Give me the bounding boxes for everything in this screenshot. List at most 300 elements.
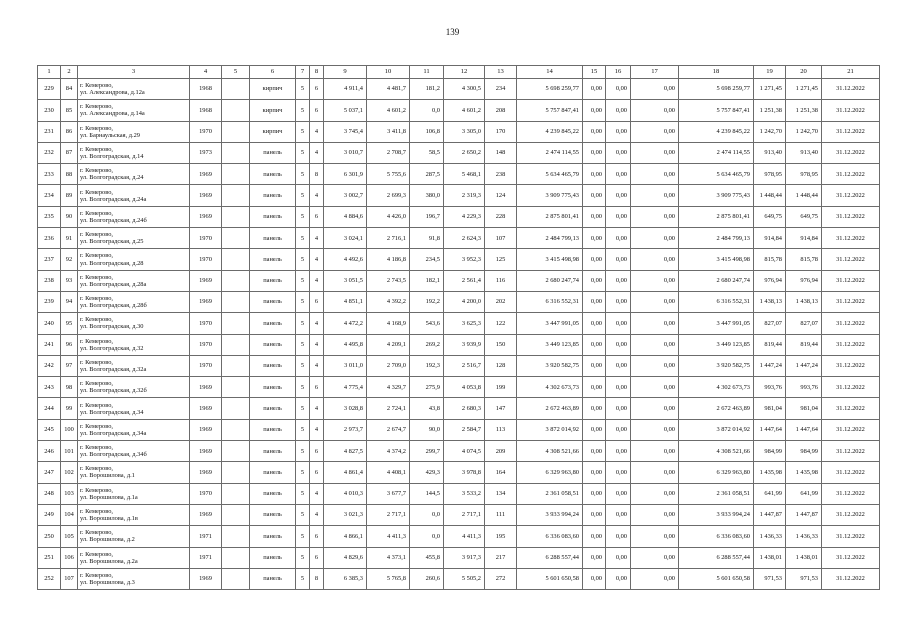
cell-c14: 6 336 083,60 <box>517 526 583 547</box>
address-street: ул. Волгоградская, д.34б <box>80 451 147 459</box>
cell-c13: 164 <box>485 462 517 483</box>
cell-c9: 3 028,8 <box>324 398 367 419</box>
table-row <box>38 249 880 270</box>
cell-c9: 2 973,7 <box>324 419 367 440</box>
cell-c21: 31.12.2022 <box>822 270 880 291</box>
cell-c9: 4 866,1 <box>324 526 367 547</box>
cell-c10: 4 209,1 <box>367 334 410 355</box>
cell-c4: 1969 <box>190 462 222 483</box>
table-header <box>38 66 880 79</box>
cell-c14: 5 601 650,58 <box>517 568 583 589</box>
address-cell <box>78 504 190 525</box>
cell-c13: 150 <box>485 334 517 355</box>
table-row <box>38 206 880 227</box>
cell-c9: 4 492,6 <box>324 249 367 270</box>
cell-c9: 4 911,4 <box>324 79 367 100</box>
column-header: 8 <box>310 66 324 79</box>
cell-c12: 4 074,5 <box>444 441 485 462</box>
cell-c4: 1970 <box>190 249 222 270</box>
cell-c8: 6 <box>310 79 324 100</box>
cell-c12: 3 625,3 <box>444 313 485 334</box>
cell-c7: 5 <box>296 100 310 121</box>
cell-c2: 89 <box>61 185 78 206</box>
address-street: ул. Барнаульская, д.29 <box>80 131 141 139</box>
column-header: 21 <box>822 66 880 79</box>
cell-c11: 380,0 <box>410 185 444 206</box>
cell-c12: 2 561,4 <box>444 270 485 291</box>
cell-c17: 0,00 <box>631 142 679 163</box>
cell-c13: 238 <box>485 164 517 185</box>
cell-c9: 3 745,4 <box>324 121 367 142</box>
cell-c5 <box>222 121 250 142</box>
address-cell <box>78 291 190 312</box>
cell-c6: панель <box>250 398 296 419</box>
cell-c17: 0,00 <box>631 100 679 121</box>
cell-c6: панель <box>250 313 296 334</box>
column-header: 6 <box>250 66 296 79</box>
cell-c21: 31.12.2022 <box>822 142 880 163</box>
table-row <box>38 100 880 121</box>
cell-c12: 2 319,3 <box>444 185 485 206</box>
cell-c7: 5 <box>296 206 310 227</box>
cell-c7: 5 <box>296 441 310 462</box>
address-street: ул. Волгоградская, д.32б <box>80 387 147 395</box>
cell-c5 <box>222 249 250 270</box>
cell-c9: 4 884,6 <box>324 206 367 227</box>
cell-c13: 147 <box>485 398 517 419</box>
cell-c18: 2 361 058,51 <box>679 483 754 504</box>
cell-c14: 2 484 799,13 <box>517 228 583 249</box>
address-cell <box>78 526 190 547</box>
cell-c5 <box>222 441 250 462</box>
address-city: г. Кемерово, <box>80 124 113 132</box>
cell-c4: 1969 <box>190 270 222 291</box>
cell-c6: панель <box>250 334 296 355</box>
column-header: 9 <box>324 66 367 79</box>
cell-c5 <box>222 164 250 185</box>
cell-c16: 0,00 <box>606 526 631 547</box>
cell-c4: 1970 <box>190 355 222 376</box>
address-city: г. Кемерово, <box>80 337 113 345</box>
column-header: 13 <box>485 66 517 79</box>
address-cell <box>78 79 190 100</box>
cell-c1: 232 <box>38 142 61 163</box>
cell-c4: 1969 <box>190 419 222 440</box>
cell-c21: 31.12.2022 <box>822 313 880 334</box>
cell-c13: 125 <box>485 249 517 270</box>
cell-c11: 196,7 <box>410 206 444 227</box>
cell-c6: кирпич <box>250 121 296 142</box>
address-cell <box>78 355 190 376</box>
cell-c10: 2 743,5 <box>367 270 410 291</box>
cell-c17: 0,00 <box>631 441 679 462</box>
cell-c12: 2 516,7 <box>444 355 485 376</box>
cell-c16: 0,00 <box>606 568 631 589</box>
cell-c21: 31.12.2022 <box>822 206 880 227</box>
cell-c17: 0,00 <box>631 270 679 291</box>
address-street: ул. Волгоградская, д.24а <box>80 195 147 203</box>
cell-c10: 4 168,9 <box>367 313 410 334</box>
cell-c17: 0,00 <box>631 483 679 504</box>
cell-c20: 1 242,70 <box>786 121 822 142</box>
cell-c12: 4 229,3 <box>444 206 485 227</box>
cell-c15: 0,00 <box>583 164 606 185</box>
address-city: г. Кемерово, <box>80 550 113 558</box>
table-row <box>38 334 880 355</box>
cell-c1: 242 <box>38 355 61 376</box>
cell-c9: 4 010,3 <box>324 483 367 504</box>
cell-c19: 976,94 <box>754 270 786 291</box>
address-street: ул. Волгоградская, д.28а <box>80 280 147 288</box>
cell-c15: 0,00 <box>583 419 606 440</box>
cell-c9: 6 301,9 <box>324 164 367 185</box>
cell-c10: 2 724,1 <box>367 398 410 419</box>
address-cell <box>78 206 190 227</box>
cell-c6: панель <box>250 206 296 227</box>
cell-c7: 5 <box>296 334 310 355</box>
cell-c6: панель <box>250 142 296 163</box>
cell-c5 <box>222 334 250 355</box>
cell-c6: панель <box>250 377 296 398</box>
cell-c14: 5 634 465,79 <box>517 164 583 185</box>
cell-c15: 0,00 <box>583 504 606 525</box>
cell-c21: 31.12.2022 <box>822 441 880 462</box>
cell-c10: 4 329,7 <box>367 377 410 398</box>
cell-c10: 2 716,1 <box>367 228 410 249</box>
cell-c1: 250 <box>38 526 61 547</box>
cell-c20: 1 435,98 <box>786 462 822 483</box>
cell-c18: 3 909 775,43 <box>679 185 754 206</box>
table-row <box>38 526 880 547</box>
address-city: г. Кемерово, <box>80 358 113 366</box>
cell-c20: 1 251,38 <box>786 100 822 121</box>
address-street: ул. Ворошилова, д.1 <box>80 472 135 480</box>
cell-c14: 2 361 058,51 <box>517 483 583 504</box>
cell-c13: 228 <box>485 206 517 227</box>
cell-c5 <box>222 398 250 419</box>
cell-c5 <box>222 291 250 312</box>
cell-c5 <box>222 377 250 398</box>
cell-c5 <box>222 355 250 376</box>
cell-c1: 246 <box>38 441 61 462</box>
cell-c14: 6 316 552,31 <box>517 291 583 312</box>
page-number: 139 <box>445 27 460 37</box>
cell-c12: 3 952,3 <box>444 249 485 270</box>
cell-c14: 6 329 963,80 <box>517 462 583 483</box>
cell-c7: 5 <box>296 504 310 525</box>
cell-c21: 31.12.2022 <box>822 100 880 121</box>
cell-c15: 0,00 <box>583 249 606 270</box>
cell-c8: 4 <box>310 249 324 270</box>
cell-c16: 0,00 <box>606 206 631 227</box>
cell-c2: 99 <box>61 398 78 419</box>
cell-c11: 192,2 <box>410 291 444 312</box>
cell-c17: 0,00 <box>631 419 679 440</box>
cell-c19: 1 447,24 <box>754 355 786 376</box>
cell-c11: 182,1 <box>410 270 444 291</box>
cell-c21: 31.12.2022 <box>822 483 880 504</box>
cell-c1: 233 <box>38 164 61 185</box>
address-city: г. Кемерово, <box>80 167 113 175</box>
cell-c15: 0,00 <box>583 313 606 334</box>
cell-c21: 31.12.2022 <box>822 355 880 376</box>
cell-c7: 5 <box>296 164 310 185</box>
cell-c18: 3 449 123,85 <box>679 334 754 355</box>
address-cell <box>78 568 190 589</box>
cell-c17: 0,00 <box>631 121 679 142</box>
cell-c19: 1 242,70 <box>754 121 786 142</box>
cell-c8: 4 <box>310 355 324 376</box>
cell-c8: 8 <box>310 568 324 589</box>
cell-c15: 0,00 <box>583 79 606 100</box>
cell-c2: 100 <box>61 419 78 440</box>
cell-c7: 5 <box>296 398 310 419</box>
cell-c19: 815,78 <box>754 249 786 270</box>
cell-c10: 3 411,8 <box>367 121 410 142</box>
column-header: 20 <box>786 66 822 79</box>
cell-c6: панель <box>250 291 296 312</box>
cell-c14: 4 239 845,22 <box>517 121 583 142</box>
cell-c16: 0,00 <box>606 121 631 142</box>
table-row <box>38 185 880 206</box>
cell-c6: панель <box>250 568 296 589</box>
column-header: 2 <box>61 66 78 79</box>
cell-c9: 4 775,4 <box>324 377 367 398</box>
cell-c17: 0,00 <box>631 547 679 568</box>
cell-c18: 5 634 465,79 <box>679 164 754 185</box>
table-row <box>38 483 880 504</box>
table-row <box>38 79 880 100</box>
cell-c21: 31.12.2022 <box>822 228 880 249</box>
table-row <box>38 228 880 249</box>
cell-c13: 128 <box>485 355 517 376</box>
cell-c14: 4 302 673,73 <box>517 377 583 398</box>
cell-c19: 641,99 <box>754 483 786 504</box>
cell-c19: 913,40 <box>754 142 786 163</box>
cell-c20: 1 447,24 <box>786 355 822 376</box>
cell-c16: 0,00 <box>606 355 631 376</box>
cell-c17: 0,00 <box>631 79 679 100</box>
cell-c19: 981,04 <box>754 398 786 419</box>
cell-c1: 251 <box>38 547 61 568</box>
cell-c10: 2 674,7 <box>367 419 410 440</box>
cell-c16: 0,00 <box>606 547 631 568</box>
cell-c9: 6 385,3 <box>324 568 367 589</box>
cell-c2: 84 <box>61 79 78 100</box>
address-city: г. Кемерово, <box>80 401 113 409</box>
cell-c19: 649,75 <box>754 206 786 227</box>
cell-c11: 106,8 <box>410 121 444 142</box>
cell-c9: 4 861,4 <box>324 462 367 483</box>
cell-c11: 192,3 <box>410 355 444 376</box>
cell-c13: 170 <box>485 121 517 142</box>
cell-c4: 1969 <box>190 291 222 312</box>
cell-c2: 86 <box>61 121 78 142</box>
address-city: г. Кемерово, <box>80 209 113 217</box>
cell-c12: 4 411,3 <box>444 526 485 547</box>
cell-c14: 3 415 498,98 <box>517 249 583 270</box>
cell-c8: 6 <box>310 100 324 121</box>
cell-c11: 90,0 <box>410 419 444 440</box>
cell-c7: 5 <box>296 355 310 376</box>
cell-c6: кирпич <box>250 79 296 100</box>
address-street: ул. Александрова, д.12а <box>80 89 145 97</box>
cell-c5 <box>222 206 250 227</box>
cell-c14: 3 447 991,05 <box>517 313 583 334</box>
cell-c7: 5 <box>296 419 310 440</box>
cell-c17: 0,00 <box>631 185 679 206</box>
address-street: ул. Волгоградская, д.34а <box>80 429 147 437</box>
cell-c8: 4 <box>310 398 324 419</box>
cell-c1: 248 <box>38 483 61 504</box>
cell-c10: 2 717,1 <box>367 504 410 525</box>
cell-c1: 234 <box>38 185 61 206</box>
address-street: ул. Волгоградская, д.28б <box>80 302 147 310</box>
cell-c10: 4 374,2 <box>367 441 410 462</box>
cell-c20: 1 271,45 <box>786 79 822 100</box>
cell-c1: 235 <box>38 206 61 227</box>
cell-c4: 1970 <box>190 228 222 249</box>
cell-c14: 3 909 775,43 <box>517 185 583 206</box>
address-street: ул. Волгоградская, д.32а <box>80 366 147 373</box>
address-street: ул. Ворошилова, д.2 <box>80 536 135 544</box>
cell-c16: 0,00 <box>606 142 631 163</box>
cell-c9: 3 021,3 <box>324 504 367 525</box>
cell-c2: 96 <box>61 334 78 355</box>
cell-c7: 5 <box>296 547 310 568</box>
cell-c2: 88 <box>61 164 78 185</box>
cell-c16: 0,00 <box>606 79 631 100</box>
address-cell <box>78 121 190 142</box>
cell-c20: 914,84 <box>786 228 822 249</box>
address-city: г. Кемерово, <box>80 231 113 239</box>
cell-c19: 993,76 <box>754 377 786 398</box>
table-row <box>38 441 880 462</box>
cell-c13: 134 <box>485 483 517 504</box>
address-city: г. Кемерово, <box>80 316 113 324</box>
cell-c7: 5 <box>296 142 310 163</box>
cell-c8: 6 <box>310 441 324 462</box>
address-cell <box>78 185 190 206</box>
cell-c13: 199 <box>485 377 517 398</box>
cell-c12: 5 505,2 <box>444 568 485 589</box>
address-street: ул. Ворошилова, д.1в <box>80 515 138 523</box>
cell-c10: 4 392,2 <box>367 291 410 312</box>
cell-c21: 31.12.2022 <box>822 334 880 355</box>
cell-c1: 238 <box>38 270 61 291</box>
cell-c5 <box>222 462 250 483</box>
cell-c5 <box>222 79 250 100</box>
cell-c10: 4 426,0 <box>367 206 410 227</box>
cell-c18: 3 872 014,92 <box>679 419 754 440</box>
cell-c12: 2 680,3 <box>444 398 485 419</box>
cell-c2: 85 <box>61 100 78 121</box>
cell-c11: 455,8 <box>410 547 444 568</box>
cell-c2: 94 <box>61 291 78 312</box>
cell-c12: 2 650,2 <box>444 142 485 163</box>
column-header: 1 <box>38 66 61 79</box>
cell-c5 <box>222 313 250 334</box>
cell-c14: 2 875 801,41 <box>517 206 583 227</box>
cell-c14: 5 698 259,77 <box>517 79 583 100</box>
cell-c9: 4 851,1 <box>324 291 367 312</box>
cell-c13: 209 <box>485 441 517 462</box>
cell-c5 <box>222 526 250 547</box>
cell-c6: панель <box>250 249 296 270</box>
cell-c21: 31.12.2022 <box>822 526 880 547</box>
cell-c9: 3 010,7 <box>324 142 367 163</box>
cell-c13: 217 <box>485 547 517 568</box>
cell-c8: 4 <box>310 334 324 355</box>
address-city: г. Кемерово, <box>80 529 113 537</box>
cell-c5 <box>222 142 250 163</box>
cell-c12: 2 624,3 <box>444 228 485 249</box>
table-row <box>38 142 880 163</box>
cell-c1: 239 <box>38 291 61 312</box>
cell-c7: 5 <box>296 79 310 100</box>
cell-c8: 6 <box>310 377 324 398</box>
cell-c1: 245 <box>38 419 61 440</box>
cell-c4: 1970 <box>190 483 222 504</box>
cell-c12: 5 468,1 <box>444 164 485 185</box>
column-header: 5 <box>222 66 250 79</box>
cell-c15: 0,00 <box>583 462 606 483</box>
cell-c13: 107 <box>485 228 517 249</box>
cell-c6: панель <box>250 547 296 568</box>
cell-c12: 4 200,0 <box>444 291 485 312</box>
column-header: 12 <box>444 66 485 79</box>
cell-c15: 0,00 <box>583 334 606 355</box>
address-cell <box>78 483 190 504</box>
address-city: г. Кемерово, <box>80 444 113 452</box>
cell-c4: 1968 <box>190 79 222 100</box>
cell-c18: 6 336 083,60 <box>679 526 754 547</box>
cell-c11: 144,5 <box>410 483 444 504</box>
cell-c17: 0,00 <box>631 504 679 525</box>
cell-c15: 0,00 <box>583 483 606 504</box>
cell-c9: 4 829,6 <box>324 547 367 568</box>
cell-c9: 3 051,5 <box>324 270 367 291</box>
address-city: г. Кемерово, <box>80 508 113 516</box>
address-cell <box>78 228 190 249</box>
cell-c7: 5 <box>296 483 310 504</box>
cell-c15: 0,00 <box>583 377 606 398</box>
cell-c19: 1 438,01 <box>754 547 786 568</box>
cell-c18: 4 302 673,73 <box>679 377 754 398</box>
address-street: ул. Волгоградская, д.14 <box>80 153 144 161</box>
cell-c7: 5 <box>296 377 310 398</box>
cell-c8: 4 <box>310 504 324 525</box>
cell-c11: 58,5 <box>410 142 444 163</box>
table-row <box>38 419 880 440</box>
address-street: ул. Ворошилова, д.1а <box>80 493 138 501</box>
housing-register-table <box>37 65 880 590</box>
cell-c15: 0,00 <box>583 206 606 227</box>
cell-c2: 90 <box>61 206 78 227</box>
cell-c4: 1971 <box>190 526 222 547</box>
cell-c10: 5 755,6 <box>367 164 410 185</box>
cell-c10: 4 601,2 <box>367 100 410 121</box>
cell-c16: 0,00 <box>606 419 631 440</box>
cell-c20: 1 438,13 <box>786 291 822 312</box>
address-street: ул. Ворошилова, д.3 <box>80 578 135 586</box>
cell-c16: 0,00 <box>606 483 631 504</box>
cell-c13: 124 <box>485 185 517 206</box>
address-city: г. Кемерово, <box>80 188 113 196</box>
cell-c15: 0,00 <box>583 228 606 249</box>
address-street: ул. Волгоградская, д.30 <box>80 323 144 331</box>
cell-c20: 971,53 <box>786 568 822 589</box>
